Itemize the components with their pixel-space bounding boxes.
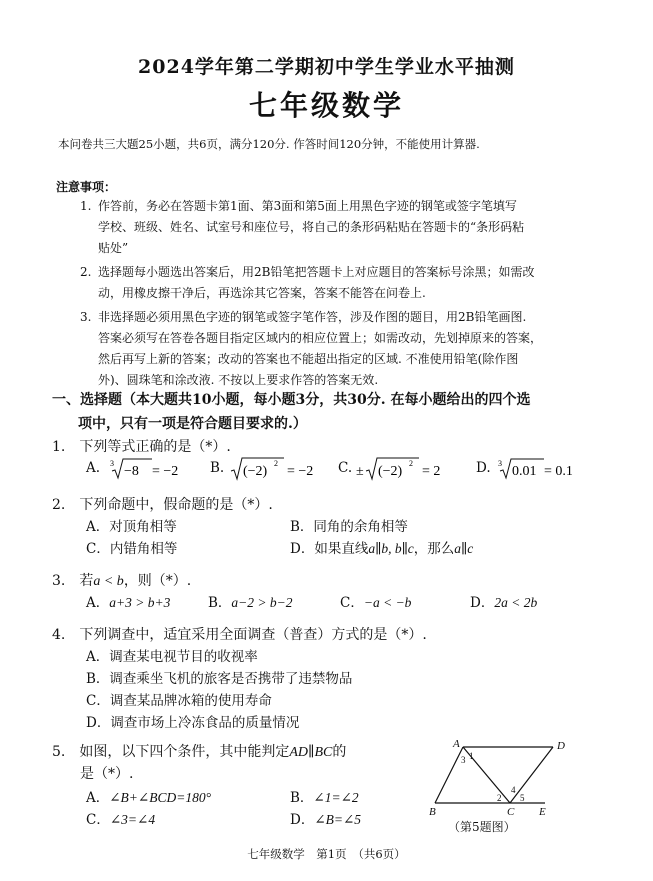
svg-text:= −2: = −2 xyxy=(287,464,314,479)
q5-option-a-math: ∠B+∠BCD=180° xyxy=(109,790,211,805)
q3-option-a-label: A． xyxy=(86,595,110,611)
notice-line: 贴处” xyxy=(98,241,129,255)
q3-option-b-math: a−2 > b−2 xyxy=(231,595,293,610)
q5-option-d-label: D． xyxy=(290,812,315,828)
question-4-stem: 4. 下列调查中，适宜采用全面调查（普查）方式的是（*）. xyxy=(52,627,427,643)
notice-heading: 注意事项： xyxy=(56,180,117,194)
q1-option-d-label: D. xyxy=(476,460,491,476)
q3-option-d-label: D． xyxy=(470,595,495,611)
notice-item-1 xyxy=(80,196,600,259)
section-line-1: 一、选择题（本大题共10小题，每小题3分，共30分. 在每小题给出的四个选 xyxy=(52,392,531,408)
q4-option-b: B．调查乘坐飞机的旅客是否携带了违禁物品 xyxy=(86,671,353,687)
q5-option-b xyxy=(290,786,359,806)
fig-angle-4: 4 xyxy=(511,785,516,795)
fig-angle-5: 5 xyxy=(520,793,525,803)
fig-label-c: C xyxy=(507,806,515,818)
q1-option-d-formula xyxy=(496,456,606,482)
q5-option-b-label: B． xyxy=(290,790,314,806)
fig-label-d: D xyxy=(557,740,565,752)
svg-text:= 2: = 2 xyxy=(422,464,441,479)
notice-line: 动，用橡皮擦干净后，再选涂其它答案，答案不能答在问卷上. xyxy=(98,286,426,300)
question-3-stem xyxy=(52,570,191,590)
svg-text:2: 2 xyxy=(409,459,413,468)
intro-text: 本问卷共三大题25小题，共6页，满分120分. 作答时间120分钟，不能使用计算器. xyxy=(58,137,480,151)
q3-option-c-math: −a < −b xyxy=(363,595,412,610)
svg-text:3: 3 xyxy=(110,459,114,468)
q5-option-a-label: A． xyxy=(86,790,110,806)
q2-option-b: B．同角的余角相等 xyxy=(290,519,408,535)
q1-option-c-label: C. xyxy=(338,460,353,476)
q5-option-c-label: C． xyxy=(86,812,110,828)
notice-num: 1. xyxy=(80,199,92,213)
notice-num: 2. xyxy=(80,265,92,279)
q5-stem-post: 的 xyxy=(332,744,347,760)
svg-text:(−2): (−2) xyxy=(243,464,268,479)
fig-label-b: B xyxy=(429,806,436,818)
notice-line: 学校、班级、姓名、试室号和座位号，将自己的条形码粘贴在答题卡的“条形码粘 xyxy=(98,220,525,234)
notice-line: 外)、圆珠笔和涂改液. 不按以上要求作答的答案无效. xyxy=(98,373,379,387)
fig-angle-3: 3 xyxy=(461,755,466,765)
notice-line: 选择题每小题选出答案后，用2B铅笔把答题卡上对应题目的答案标号涂黑；如需改 xyxy=(98,265,535,279)
q1-option-b-label: B. xyxy=(210,460,225,476)
q4-option-c: C．调查某品牌冰箱的使用寿命 xyxy=(86,693,272,709)
question-5-stem-line-2: 是（*）. xyxy=(80,766,134,782)
notice-line: 作答前，务必在答题卡第1面、第3面和第5面上用黑色字迹的钢笔或签字笔填写 xyxy=(98,199,517,213)
section-heading xyxy=(52,388,612,436)
svg-text:3: 3 xyxy=(498,459,502,468)
q1-option-c-formula xyxy=(356,456,466,482)
q5-option-a xyxy=(86,786,211,806)
q5-option-b-math: ∠1=∠2 xyxy=(313,790,359,805)
question-2-stem: 2. 下列命题中，假命题的是（*）. xyxy=(52,497,273,513)
svg-text:2: 2 xyxy=(274,459,278,468)
fig-label-a: A xyxy=(453,738,460,750)
svg-text:0.01: 0.01 xyxy=(512,464,537,479)
notice-line: 然后再写上新的答案；改动的答案也不能超出指定的区域. 不准使用铅笔(除作图 xyxy=(98,352,519,366)
q5-figure xyxy=(425,735,585,825)
svg-text:−8: −8 xyxy=(124,464,139,479)
q2-option-d-pre: D．如果直线 xyxy=(290,541,369,557)
fig-angle-1: 1 xyxy=(469,751,474,761)
q3-option-b xyxy=(208,591,293,611)
q3-option-b-label: B． xyxy=(208,595,232,611)
notice-line: 非选择题必须用黑色字迹的钢笔或签字笔作答，涉及作图的题目，用2B铅笔画图. xyxy=(98,310,527,324)
q3-option-c xyxy=(340,591,411,611)
q1-option-a-label: A. xyxy=(86,460,101,476)
q1-option-a-formula xyxy=(108,456,188,482)
q3-option-d-math: 2a < 2b xyxy=(494,595,538,610)
fig-angle-2: 2 xyxy=(497,793,502,803)
q2-option-a: A．对顶角相等 xyxy=(86,519,177,535)
q3-option-a xyxy=(86,591,170,611)
page-footer: 七年级数学 第1页 （共6页） xyxy=(247,847,406,861)
q5-stem-pre: 5. 如图，以下四个条件，其中能判定 xyxy=(52,744,290,760)
q5-option-c xyxy=(86,808,155,828)
q4-option-a: A．调查某电视节目的收视率 xyxy=(86,649,258,665)
fig-label-e: E xyxy=(539,806,546,818)
section-line-2: 项中，只有一项是符合题目要求的.） xyxy=(78,416,307,432)
fig-line-ab xyxy=(435,747,463,803)
q2-option-d xyxy=(290,537,473,557)
notice-item-2 xyxy=(80,262,600,304)
q3-stem-math: a < b xyxy=(93,574,124,589)
q5-stem-math: AD∥BC xyxy=(289,745,333,760)
q4-option-d: D．调查市场上冷冻食品的质量情况 xyxy=(86,715,300,731)
question-1-options xyxy=(86,456,606,484)
q3-option-d xyxy=(470,591,537,611)
q3-stem-post: ，则（*）. xyxy=(123,573,192,589)
svg-text:= 0.1: = 0.1 xyxy=(544,464,573,479)
svg-text:±: ± xyxy=(356,464,364,479)
exam-title: 2024学年第二学期初中学生学业水平抽测 xyxy=(138,56,515,78)
question-5-stem-line-1 xyxy=(52,741,346,761)
notice-item-3 xyxy=(80,307,600,391)
svg-text:(−2): (−2) xyxy=(378,464,403,479)
q3-stem-pre: 3. 若 xyxy=(52,573,94,589)
q5-option-d-math: ∠B=∠5 xyxy=(314,812,362,827)
q2-option-d-math: a∥b, b∥c xyxy=(368,541,414,556)
q5-option-c-math: ∠3=∠4 xyxy=(109,812,156,827)
svg-text:= −2: = −2 xyxy=(152,464,179,479)
q5-figure-caption: （第5题图） xyxy=(448,820,516,834)
q5-option-d xyxy=(290,808,361,828)
q3-option-a-math: a+3 > b+3 xyxy=(109,595,171,610)
fig-line-cd xyxy=(510,747,553,803)
subject-title: 七年级数学 xyxy=(248,89,404,122)
q1-option-b-formula xyxy=(230,456,326,482)
q2-option-d-end: a∥c xyxy=(454,541,474,556)
notice-num: 3. xyxy=(80,310,92,324)
notice-line: 答案必须写在答卷各题目指定区域内的相应位置上；如需改动，先划掉原来的答案， xyxy=(98,331,543,345)
q2-option-c: C．内错角相等 xyxy=(86,541,178,557)
q2-option-d-mid: ，那么 xyxy=(413,541,455,557)
question-1-stem: 1. 下列等式正确的是（*）. xyxy=(52,439,231,455)
q3-option-c-label: C． xyxy=(340,595,364,611)
